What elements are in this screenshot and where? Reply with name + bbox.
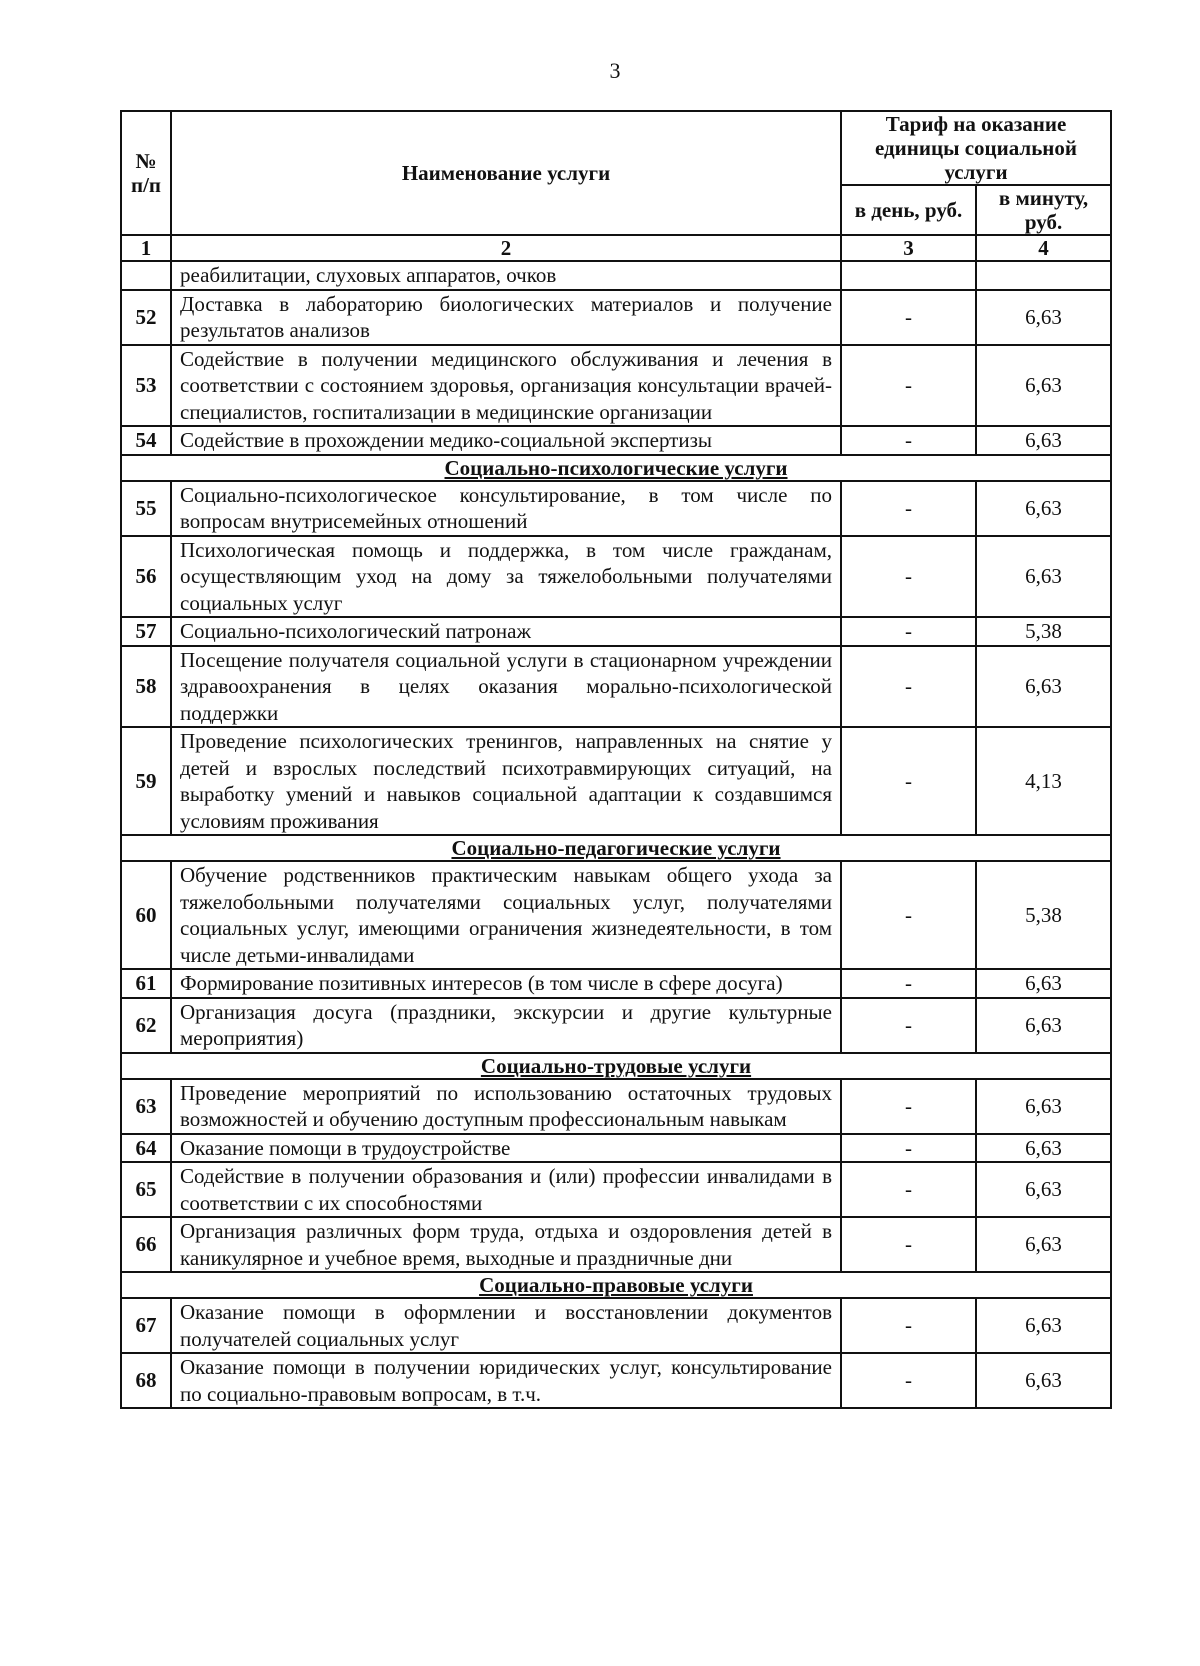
per-day-value: - (841, 1162, 976, 1217)
section-title: Социально-психологические услуги (121, 455, 1111, 481)
per-minute-value: 6,63 (976, 1079, 1111, 1134)
header-tariff: Тариф на оказание единицы социальной услуги (841, 111, 1111, 185)
section-header-row (121, 1272, 1111, 1298)
header-name: Наименование услуги (171, 111, 841, 235)
service-name: Проведение психологических тренингов, направленных на снятие у детей и взрослых последствий психотравмирующих ситуаций, на выработку умений и навыков социальной адаптации к создавшимся условиям проживания (171, 727, 841, 835)
per-day-value: - (841, 1079, 976, 1134)
per-minute-value: 6,63 (976, 1134, 1111, 1163)
per-day-value: - (841, 998, 976, 1053)
service-name: Организация различных форм труда, отдыха и оздоровления детей в каникулярное и учебное время, выходные и праздничные дни (171, 1217, 841, 1272)
service-name: Проведение мероприятий по использованию остаточных трудовых возможностей и обучению доступным профессиональным навыкам (171, 1079, 841, 1134)
service-row (121, 969, 1111, 998)
continuation-row (121, 261, 1111, 290)
per-minute-value: 6,63 (976, 1162, 1111, 1217)
section-header-row (121, 1053, 1111, 1079)
per-minute-value: 6,63 (976, 1298, 1111, 1353)
row-number: 61 (121, 969, 171, 998)
column-number: 3 (841, 235, 976, 261)
per-minute-value: 4,13 (976, 727, 1111, 835)
service-name: Содействие в прохождении медико-социальной экспертизы (171, 426, 841, 455)
per-minute-value: 6,63 (976, 536, 1111, 618)
service-row (121, 345, 1111, 427)
column-numbers-row (121, 235, 1111, 261)
per-day-value: - (841, 617, 976, 646)
row-number: 60 (121, 861, 171, 969)
header-num: № п/п (121, 111, 171, 235)
section-title: Социально-правовые услуги (121, 1272, 1111, 1298)
section-header-row (121, 455, 1111, 481)
row-number: 62 (121, 998, 171, 1053)
per-day-value: - (841, 1217, 976, 1272)
per-minute-value: 6,63 (976, 1353, 1111, 1408)
row-number: 55 (121, 481, 171, 536)
row-number: 59 (121, 727, 171, 835)
service-row (121, 861, 1111, 969)
section-title: Социально-педагогические услуги (121, 835, 1111, 861)
per-minute-value: 5,38 (976, 861, 1111, 969)
per-day-value: - (841, 727, 976, 835)
per-minute-value (976, 261, 1111, 290)
column-number: 1 (121, 235, 171, 261)
header-per-minute: в минуту, руб. (976, 185, 1111, 235)
service-row (121, 426, 1111, 455)
per-minute-value: 6,63 (976, 998, 1111, 1053)
header-per-day: в день, руб. (841, 185, 976, 235)
per-day-value: - (841, 290, 976, 345)
section-header-row (121, 835, 1111, 861)
section-title: Социально-трудовые услуги (121, 1053, 1111, 1079)
row-number: 57 (121, 617, 171, 646)
per-day-value: - (841, 861, 976, 969)
row-number: 52 (121, 290, 171, 345)
service-row (121, 617, 1111, 646)
per-day-value: - (841, 646, 976, 728)
service-name: Посещение получателя социальной услуги в стационарном учреждении здравоохранения в целях оказания морально-психологической поддержки (171, 646, 841, 728)
service-row (121, 290, 1111, 345)
service-row (121, 1079, 1111, 1134)
per-minute-value: 5,38 (976, 617, 1111, 646)
row-number (121, 261, 171, 290)
service-row (121, 1217, 1111, 1272)
service-name: Оказание помощи в трудоустройстве (171, 1134, 841, 1163)
row-number: 64 (121, 1134, 171, 1163)
per-minute-value: 6,63 (976, 646, 1111, 728)
row-number: 56 (121, 536, 171, 618)
per-minute-value: 6,63 (976, 426, 1111, 455)
service-row (121, 1353, 1111, 1408)
column-number: 4 (976, 235, 1111, 261)
service-name: Содействие в получении образования и (или) профессии инвалидами в соответствии с их способностями (171, 1162, 841, 1217)
service-row (121, 998, 1111, 1053)
per-day-value: - (841, 1298, 976, 1353)
service-row (121, 646, 1111, 728)
row-number: 68 (121, 1353, 171, 1408)
column-number: 2 (171, 235, 841, 261)
per-day-value: - (841, 969, 976, 998)
per-day-value: - (841, 1353, 976, 1408)
per-minute-value: 6,63 (976, 481, 1111, 536)
service-name: Социально-психологический патронаж (171, 617, 841, 646)
row-number: 66 (121, 1217, 171, 1272)
service-row (121, 1298, 1111, 1353)
service-name: Психологическая помощь и поддержка, в том числе гражданам, осуществляющим уход на дому за тяжелобольными получателями социальных услуг (171, 536, 841, 618)
per-day-value: - (841, 536, 976, 618)
row-number: 53 (121, 345, 171, 427)
per-day-value: - (841, 345, 976, 427)
service-name: Доставка в лабораторию биологических материалов и получение результатов анализов (171, 290, 841, 345)
per-minute-value: 6,63 (976, 345, 1111, 427)
row-number: 63 (121, 1079, 171, 1134)
service-row (121, 727, 1111, 835)
service-row (121, 536, 1111, 618)
service-name: Содействие в получении медицинского обслуживания и лечения в соответствии с состоянием здоровья, организация консультации врачей-специалистов, госпитализации в медицинские организации (171, 345, 841, 427)
service-name: Социально-психологическое консультирование, в том числе по вопросам внутрисемейных отношений (171, 481, 841, 536)
per-day-value: - (841, 426, 976, 455)
per-minute-value: 6,63 (976, 290, 1111, 345)
service-name: Оказание помощи в оформлении и восстановлении документов получателей социальных услуг (171, 1298, 841, 1353)
per-minute-value: 6,63 (976, 969, 1111, 998)
service-name: реабилитации, слуховых аппаратов, очков (171, 261, 841, 290)
service-name: Оказание помощи в получении юридических услуг, консультирование по социально-правовым вопросам, в т.ч. (171, 1353, 841, 1408)
per-day-value: - (841, 481, 976, 536)
row-number: 58 (121, 646, 171, 728)
service-row (121, 481, 1111, 536)
tariff-table (120, 110, 1112, 1409)
service-row (121, 1162, 1111, 1217)
per-day-value: - (841, 1134, 976, 1163)
service-row (121, 1134, 1111, 1163)
service-name: Обучение родственников практическим навыкам общего ухода за тяжелобольными получателями социальных услуг, получателями социальных услуг, имеющими ограничения жизнедеятельности, в том числе детьми-инвалидами (171, 861, 841, 969)
page-number: 3 (609, 58, 621, 83)
row-number: 54 (121, 426, 171, 455)
service-name: Формирование позитивных интересов (в том числе в сфере досуга) (171, 969, 841, 998)
row-number: 65 (121, 1162, 171, 1217)
service-name: Организация досуга (праздники, экскурсии и другие культурные мероприятия) (171, 998, 841, 1053)
row-number: 67 (121, 1298, 171, 1353)
per-day-value (841, 261, 976, 290)
per-minute-value: 6,63 (976, 1217, 1111, 1272)
